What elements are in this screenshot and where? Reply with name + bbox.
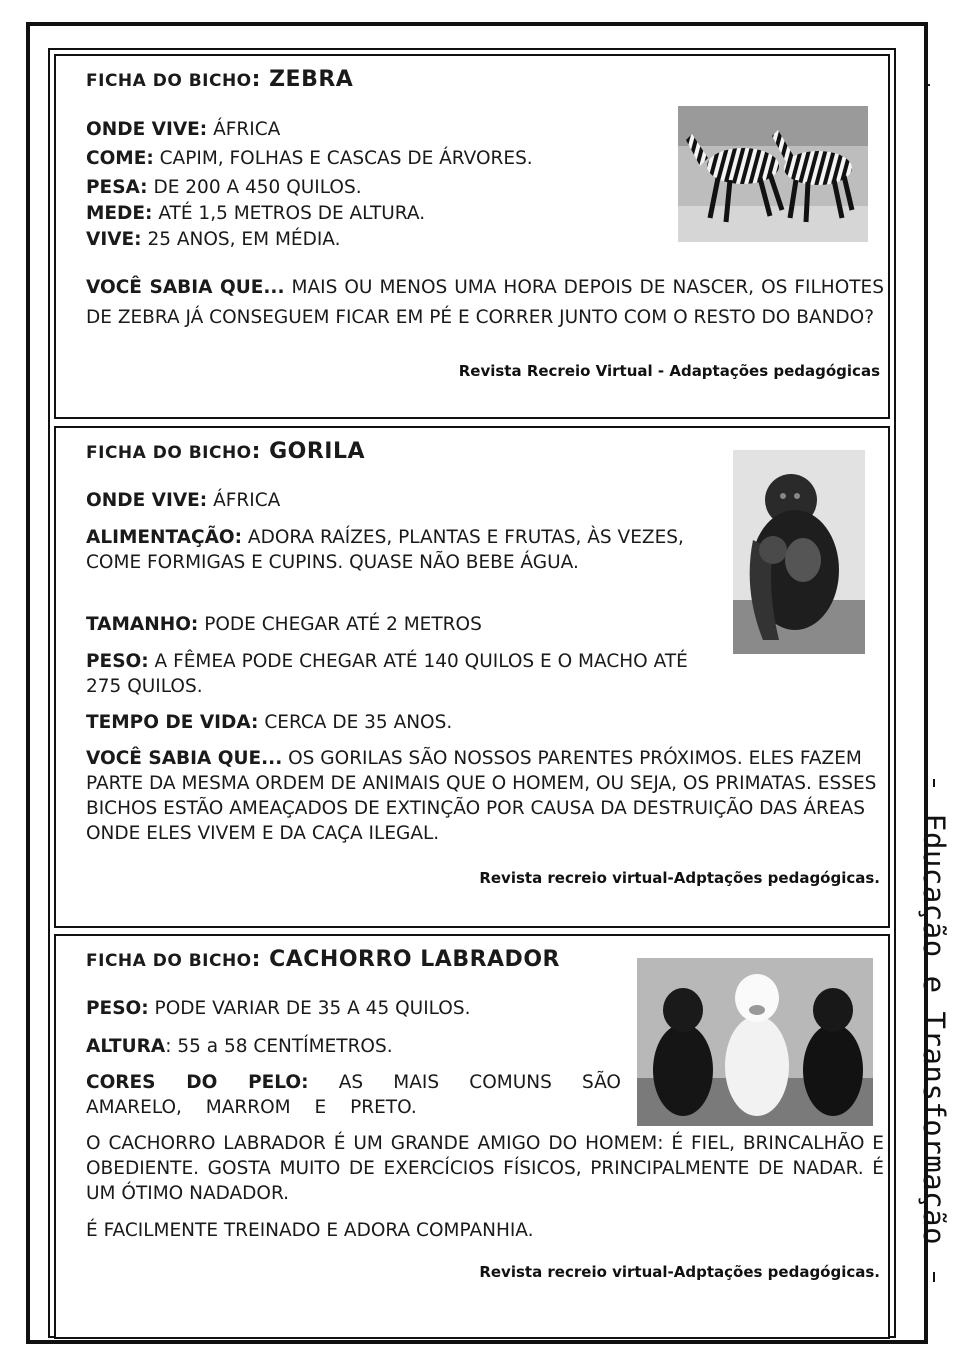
zebra-title-name: : ZEBRA xyxy=(251,67,354,92)
labrador-altura-label: ALTURA xyxy=(86,1036,166,1057)
gorila-illustration xyxy=(733,450,865,654)
gorila-onde-value: ÁFRICA xyxy=(207,490,281,511)
labrador-peso-label: PESO: xyxy=(86,998,149,1019)
gorila-peso xyxy=(86,649,726,699)
labrador-paragraph-1: O CACHORRO LABRADOR É UM GRANDE AMIGO DO HOMEM: É FIEL, BRINCALHÃO E OBEDIENTE. GOSTA MUITO DE EXERCÍCIOS FÍSICOS, PRINCIPALMENTE DE NADAR. É UM ÓTIMO NADADOR. xyxy=(86,1133,884,1204)
zebra-fact-vive xyxy=(86,227,341,252)
zebra-fact-onde xyxy=(86,117,280,142)
gorila-alim-value: ADORA RAÍZES, PLANTAS E FRUTAS, ÀS VEZES, COME FORMIGAS E CUPINS. QUASE NÃO BEBE ÁGUA. xyxy=(86,527,684,573)
zebra-fact-come xyxy=(86,146,533,171)
gorila-onde xyxy=(86,488,280,513)
gorila-curiosity xyxy=(86,746,886,846)
gorila-title xyxy=(86,436,365,464)
side-line-top xyxy=(933,779,935,787)
zebra-fact-value: 25 ANOS, EM MÉDIA. xyxy=(141,229,341,250)
labrador-illustration xyxy=(637,958,873,1126)
zebra-fact-value: CAPIM, FOLHAS E CASCAS DE ÁRVORES. xyxy=(153,148,533,169)
gorila-photo xyxy=(733,450,865,654)
stray-dot xyxy=(928,84,930,86)
side-text: Educação e Transformação xyxy=(917,813,951,1246)
gorila-curiosity-text: OS GORILAS SÃO NOSSOS PARENTES PRÓXIMOS. ELES FAZEM PARTE DA MESMA ORDEM DE ANIMAIS QUE O HOMEM, OU SEJA, OS PRIMATAS. ESSES BICHOS ESTÃO AMEAÇADOS DE EXTINÇÃO POR CAUSA DA DESTRUIÇÃO DAS ÁREAS ONDE ELES VIVEM E DA CAÇA ILEGAL. xyxy=(86,748,877,844)
zebra-credit: Revista Recreio Virtual - Adaptações pedagógicas xyxy=(458,362,880,380)
gorila-tam-label: TAMANHO: xyxy=(86,614,199,635)
zebra-curiosity-text: MAIS OU MENOS UMA HORA DEPOIS DE NASCER, OS FILHOTES DE ZEBRA JÁ CONSEGUEM FICAR EM PÉ E CORRER JUNTO COM O RESTO DO BANDO? xyxy=(86,277,884,328)
zebra-fact-mede xyxy=(86,201,425,226)
labrador-title-name: : CACHORRO LABRADOR xyxy=(251,947,560,972)
zebra-fact-label: PESA: xyxy=(86,177,148,198)
side-line-bottom xyxy=(933,1272,935,1282)
zebra-fact-value: DE 200 A 450 QUILOS. xyxy=(147,177,362,198)
labrador-photo xyxy=(637,958,873,1126)
gorila-peso-value: A FÊMEA PODE CHEGAR ATÉ 140 QUILOS E O MACHO ATÉ 275 QUILOS. xyxy=(86,651,688,697)
gorila-vida-value: CERCA DE 35 ANOS. xyxy=(258,712,453,733)
labrador-title xyxy=(86,944,560,972)
labrador-altura-value: : 55 a 58 CENTÍMETROS. xyxy=(165,1036,393,1057)
zebra-fact-label: COME: xyxy=(86,148,154,169)
zebra-fact-value: ATÉ 1,5 METROS DE ALTURA. xyxy=(152,203,426,224)
gorila-peso-label: PESO: xyxy=(86,651,149,672)
gorila-title-prefix: FICHA DO BICHO xyxy=(86,443,252,463)
zebra-photo xyxy=(678,106,868,242)
gorila-vida-label: TEMPO DE VIDA: xyxy=(86,712,259,733)
gorila-curiosity-label: VOCÊ SABIA QUE... xyxy=(86,748,283,769)
zebra-fact-value: ÁFRICA xyxy=(207,119,281,140)
labrador-credit: Revista recreio virtual-Adptações pedagógicas. xyxy=(479,1263,880,1281)
zebra-fact-label: MEDE: xyxy=(86,203,153,224)
gorila-tam-value: PODE CHEGAR ATÉ 2 METROS xyxy=(198,614,482,635)
side-banner xyxy=(912,779,952,1282)
labrador-paragraph-2: É FACILMENTE TREINADO E ADORA COMPANHIA. xyxy=(86,1220,534,1241)
zebra-curiosity xyxy=(86,273,884,333)
zebra-title xyxy=(86,64,353,92)
zebra-illustration xyxy=(678,106,868,242)
zebra-curiosity-label: VOCÊ SABIA QUE... xyxy=(86,277,285,298)
labrador-peso xyxy=(86,996,470,1021)
gorila-vida xyxy=(86,710,452,735)
gorila-tamanho xyxy=(86,612,482,637)
card-zebra xyxy=(54,54,890,419)
card-gorila xyxy=(54,426,890,928)
labrador-peso-value: PODE VARIAR DE 35 A 45 QUILOS. xyxy=(148,998,471,1019)
labrador-title-prefix: FICHA DO BICHO xyxy=(86,951,252,971)
labrador-cores xyxy=(86,1070,621,1120)
gorila-onde-label: ONDE VIVE: xyxy=(86,490,208,511)
gorila-title-name: : GORILA xyxy=(251,439,366,464)
zebra-fact-pesa xyxy=(86,175,362,200)
gorila-alimentacao xyxy=(86,525,696,575)
labrador-cores-value: AS MAIS COMUNS SÃO AMARELO, MARROM E PRETO. xyxy=(86,1072,621,1118)
zebra-fact-label: VIVE: xyxy=(86,229,142,250)
gorila-credit: Revista recreio virtual-Adptações pedagógicas. xyxy=(479,869,880,887)
card-labrador xyxy=(54,934,890,1339)
labrador-altura xyxy=(86,1034,393,1059)
labrador-cores-label: CORES DO PELO: xyxy=(86,1072,309,1093)
zebra-fact-label: ONDE VIVE: xyxy=(86,119,208,140)
zebra-title-prefix: FICHA DO BICHO xyxy=(86,71,252,91)
gorila-alim-label: ALIMENTAÇÃO: xyxy=(86,527,243,548)
